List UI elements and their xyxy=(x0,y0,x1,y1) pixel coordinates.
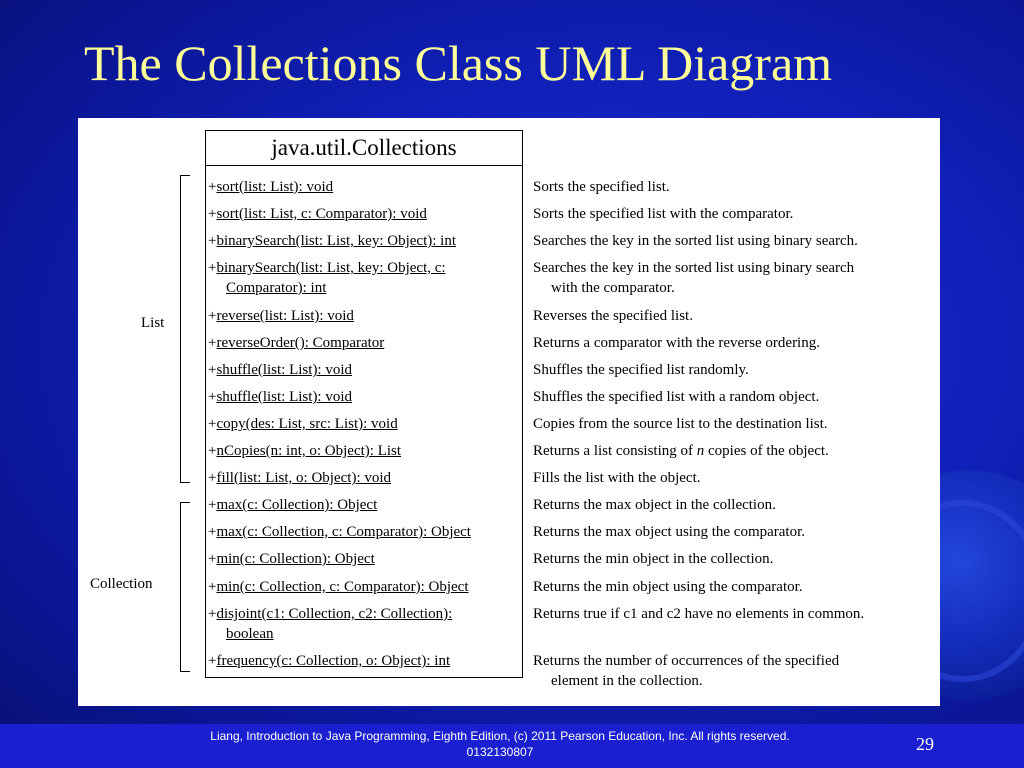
method-signature: max(c: Collection, c: Comparator): Object xyxy=(216,524,471,540)
method-signature: nCopies(n: int, o: Object): List xyxy=(216,443,402,459)
collection-group-bracket xyxy=(180,502,190,672)
visibility-marker: + xyxy=(208,389,217,405)
visibility-marker: + xyxy=(208,179,217,195)
method-description: Returns the min object in the collection. xyxy=(533,551,774,567)
group-label-collection: Collection xyxy=(90,576,153,592)
description-line-continued: with the comparator. xyxy=(551,280,675,296)
method-signature: shuffle(list: List): void xyxy=(216,389,353,405)
method-row xyxy=(208,360,522,380)
method-signature: sort(list: List, c: Comparator): void xyxy=(216,206,427,222)
visibility-marker: + xyxy=(208,579,217,595)
method-description xyxy=(533,258,933,298)
method-signature: reverseOrder(): Comparator xyxy=(216,335,385,351)
method-row xyxy=(208,549,522,569)
method-signature: fill(list: List, o: Object): void xyxy=(216,470,392,486)
method-row xyxy=(208,258,522,298)
visibility-marker: + xyxy=(208,206,217,222)
method-row xyxy=(208,468,522,488)
visibility-marker: + xyxy=(208,551,217,567)
method-description: Returns a comparator with the reverse ordering. xyxy=(533,335,820,351)
method-description: Returns the max object using the comparator. xyxy=(533,524,806,540)
description-text: copies of the object. xyxy=(704,443,829,459)
method-row xyxy=(208,651,522,671)
visibility-marker: + xyxy=(208,416,217,432)
method-signature: min(c: Collection): Object xyxy=(216,551,375,567)
method-row xyxy=(208,306,522,326)
method-signature: shuffle(list: List): void xyxy=(216,362,353,378)
method-row xyxy=(208,177,522,197)
page-number: 29 xyxy=(916,734,934,754)
method-row xyxy=(208,441,522,461)
method-description: Sorts the specified list. xyxy=(533,179,670,195)
visibility-marker: + xyxy=(208,260,217,276)
visibility-marker: + xyxy=(208,308,217,324)
uml-class-name: java.util.Collections xyxy=(205,130,523,166)
method-row xyxy=(208,522,522,542)
method-description: Searches the key in the sorted list using binary search. xyxy=(533,233,858,249)
method-signature: copy(des: List, src: List): void xyxy=(216,416,398,432)
visibility-marker: + xyxy=(208,606,217,622)
method-description xyxy=(533,441,933,461)
description-emphasis: n xyxy=(696,443,705,459)
method-signature: max(c: Collection): Object xyxy=(216,497,378,513)
method-row xyxy=(208,495,522,515)
method-description: Fills the list with the object. xyxy=(533,470,701,486)
method-row xyxy=(208,604,522,644)
visibility-marker: + xyxy=(208,233,217,249)
description-text: Returns a list consisting of xyxy=(533,443,697,459)
method-description: Returns the max object in the collection. xyxy=(533,497,776,513)
method-description xyxy=(533,651,933,691)
method-description: Sorts the specified list with the comparator. xyxy=(533,206,794,222)
group-label-list: List xyxy=(141,315,165,331)
method-signature: frequency(c: Collection, o: Object): int xyxy=(216,653,451,669)
method-signature: reverse(list: List): void xyxy=(216,308,354,324)
method-signature-continued: Comparator): int xyxy=(226,280,327,296)
method-signature: binarySearch(list: List, key: Object, c: xyxy=(216,260,446,276)
method-description: Returns true if c1 and c2 have no elements in common. xyxy=(533,606,865,622)
method-signature-continued: boolean xyxy=(226,626,274,642)
method-row xyxy=(208,414,522,434)
visibility-marker: + xyxy=(208,653,217,669)
method-description: Shuffles the specified list with a random object. xyxy=(533,389,820,405)
method-row xyxy=(208,387,522,407)
visibility-marker: + xyxy=(208,470,217,486)
visibility-marker: + xyxy=(208,443,217,459)
method-description: Shuffles the specified list randomly. xyxy=(533,362,749,378)
list-group-bracket xyxy=(180,175,190,483)
method-description: Returns the min object using the comparator. xyxy=(533,579,803,595)
visibility-marker: + xyxy=(208,524,217,540)
visibility-marker: + xyxy=(208,497,217,513)
footer-copyright: Liang, Introduction to Java Programming, Eighth Edition, (c) 2011 Pearson Education, Inc. All rights reserved. 0132130807 xyxy=(210,729,790,759)
method-row xyxy=(208,231,522,251)
visibility-marker: + xyxy=(208,362,217,378)
method-description: Copies from the source list to the destination list. xyxy=(533,416,828,432)
method-signature: disjoint(c1: Collection, c2: Collection): xyxy=(216,606,453,622)
visibility-marker: + xyxy=(208,335,217,351)
method-signature: min(c: Collection, c: Comparator): Object xyxy=(216,579,469,595)
method-signature: binarySearch(list: List, key: Object): int xyxy=(216,233,456,249)
method-row xyxy=(208,204,522,224)
description-line-continued: element in the collection. xyxy=(551,673,703,689)
slide-title: The Collections Class UML Diagram xyxy=(84,35,833,91)
method-description: Reverses the specified list. xyxy=(533,308,693,324)
method-signature: sort(list: List): void xyxy=(216,179,334,195)
method-row xyxy=(208,577,522,597)
description-line: Returns the number of occurrences of the specified xyxy=(533,653,840,669)
description-line: Searches the key in the sorted list using binary search xyxy=(533,260,855,276)
method-row xyxy=(208,333,522,353)
